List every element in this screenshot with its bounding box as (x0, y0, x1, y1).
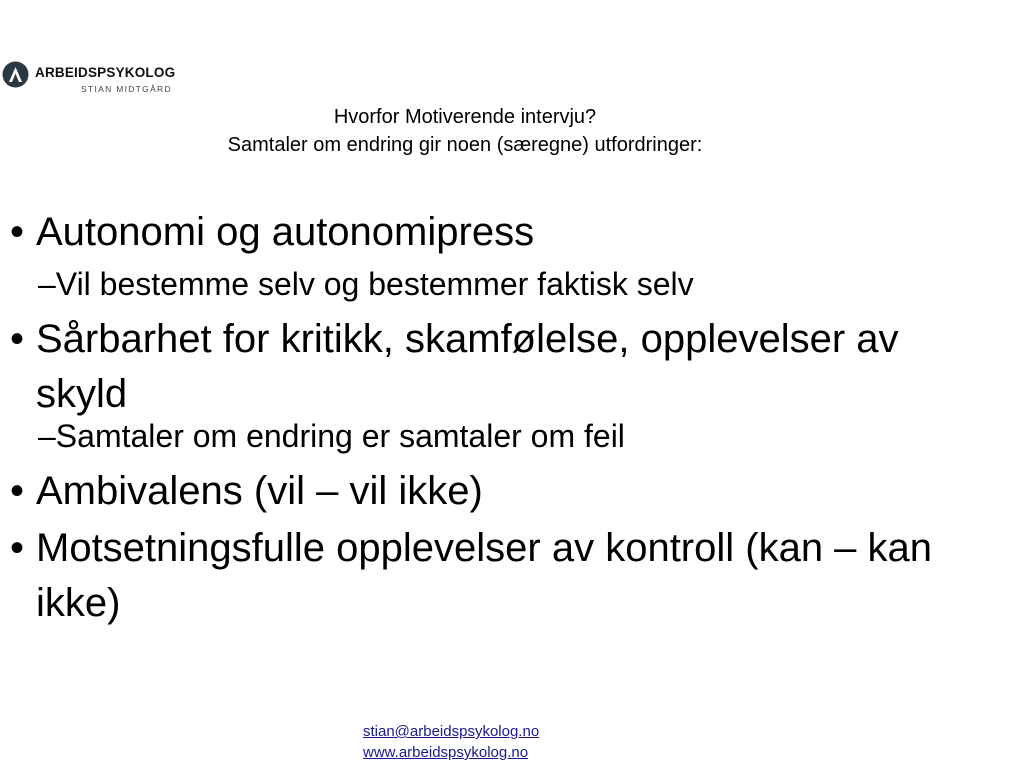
bullet-text: Autonomi og autonomipress (36, 210, 535, 254)
bullet-text: Ambivalens (vil – vil ikke) (36, 469, 483, 513)
sub-bullet-item: –Samtaler om endring er samtaler om feil (38, 418, 625, 454)
logo-mark-icon (2, 61, 29, 88)
logo-name: ARBEIDSPSYKOLOG (35, 65, 176, 80)
slide-title (0, 103, 930, 159)
contact-footer (363, 721, 539, 763)
bullet-text: Motsetningsfulle opplevelser av kontroll (kan – kan ikke) (36, 526, 933, 625)
website-link[interactable]: www.arbeidspsykolog.no (363, 744, 529, 761)
bullet-item (10, 205, 950, 260)
bullet-item (10, 464, 950, 519)
company-logo (2, 60, 176, 100)
sub-bullet-item: –Vil bestemme selv og bestemmer faktisk selv (38, 266, 694, 302)
bullet-glyph: • (10, 210, 25, 254)
title-line-1: Hvorfor Motiverende intervju? (333, 106, 597, 128)
bullet-glyph: • (10, 317, 25, 361)
bullet-item (10, 312, 950, 422)
title-line-2: Samtaler om endring gir noen (særegne) utfordringer: (227, 134, 703, 156)
logo-subtitle: STIAN MIDTGÅRD (81, 84, 172, 94)
bullet-glyph: • (10, 469, 25, 513)
email-link[interactable]: stian@arbeidspsykolog.no (363, 723, 540, 740)
bullet-text: Sårbarhet for kritikk, skamfølelse, opplevelser av skyld (36, 317, 899, 416)
bullet-glyph: • (10, 526, 25, 570)
bullet-item (10, 521, 950, 631)
